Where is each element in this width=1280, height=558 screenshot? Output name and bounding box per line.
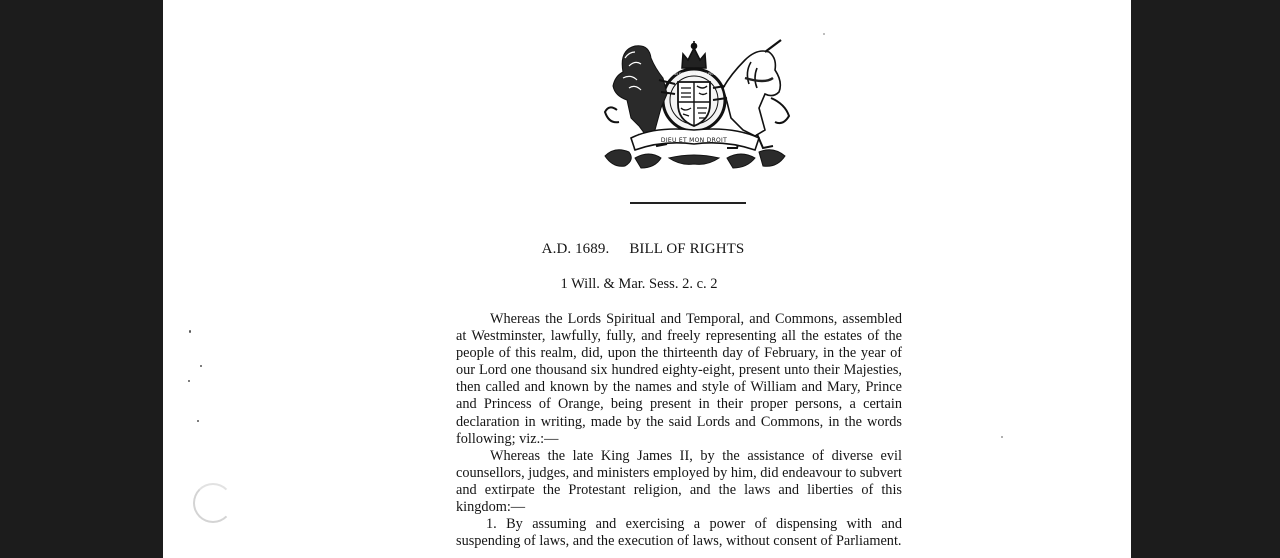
scan-speck bbox=[200, 365, 202, 367]
paragraph-item-1: 1. By assuming and exercising a power of dispensing with and suspending of laws, and the execution of laws, without consent of Parliament. bbox=[456, 516, 902, 550]
scan-speck bbox=[189, 330, 191, 333]
document-year: A.D. 1689. bbox=[541, 241, 610, 257]
royal-coat-of-arms-icon bbox=[595, 38, 793, 170]
document-title: BILL OF RIGHTS bbox=[629, 241, 745, 257]
divider-rule bbox=[630, 202, 746, 204]
paragraph-king-james: Whereas the late King James II, by the assistance of diverse evil counsellors, judges, and ministers employed by him, did endeavour to subvert and extirpate the Protestant religion, and the laws and liberties of this kingdom:— bbox=[456, 447, 902, 516]
crest-motto: DIEU ET MON DROIT bbox=[660, 137, 728, 144]
scan-speck bbox=[823, 33, 825, 35]
scan-artifact bbox=[193, 483, 233, 523]
scan-speck bbox=[1001, 436, 1003, 438]
crest-garter: HONI SOIT QUI MAL Y PENSE bbox=[668, 72, 720, 76]
document-page bbox=[163, 0, 1131, 558]
document-heading bbox=[163, 241, 1127, 258]
paragraph-preamble: Whereas the Lords Spiritual and Temporal, and Commons, assembled at Westminster, lawfully, fully, and freely representing all the estates of the people of this realm, did, upon the thirteenth day of February, in the year of our Lord one thousand six hundred eighty-eight, present unto their Majesties, then called and known by the names and style of William and Mary, Prince and Princess of Orange, being present in their proper persons, a certain declaration in writing, made by the said Lords and Commons, in the words following; viz.:— bbox=[456, 311, 902, 447]
document-body bbox=[456, 311, 902, 550]
scan-speck bbox=[188, 380, 190, 382]
scan-speck bbox=[197, 420, 199, 422]
statute-citation: 1 Will. & Mar. Sess. 2. c. 2 bbox=[560, 276, 718, 292]
